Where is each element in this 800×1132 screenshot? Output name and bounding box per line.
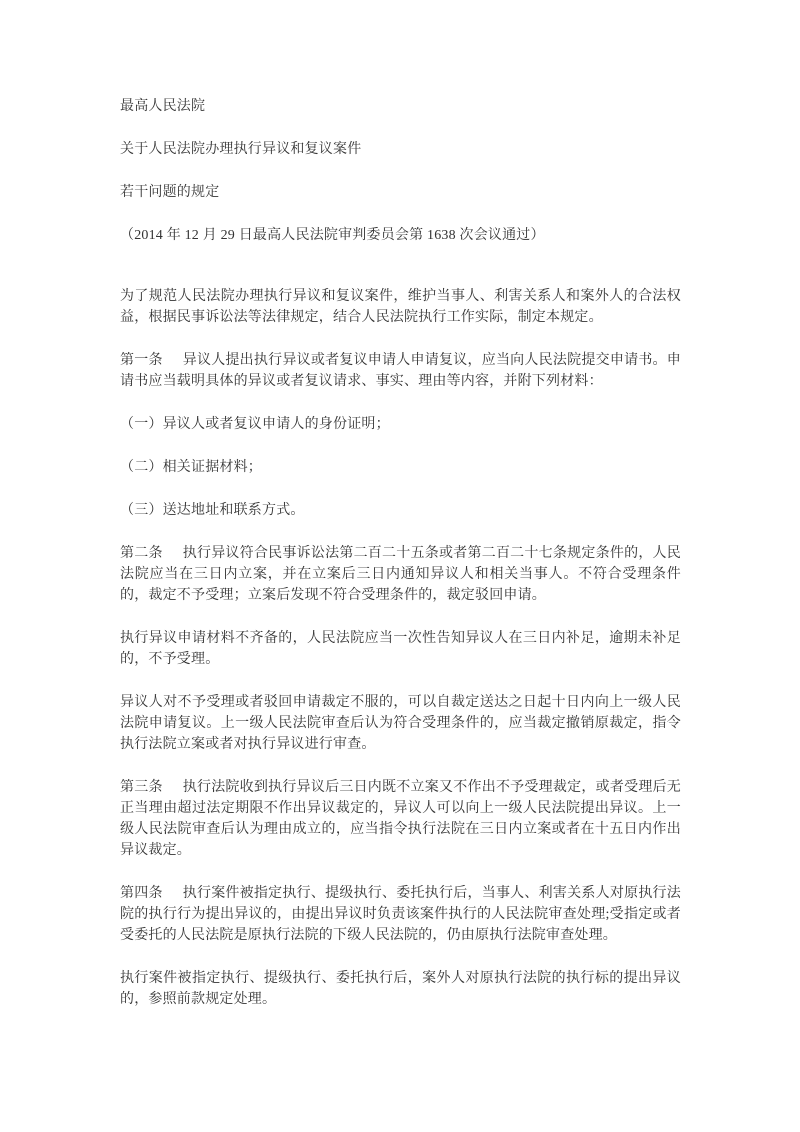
article-4-text: 执行案件被指定执行、提级执行、委托执行后，当事人、利害关系人对原执行法院的执行行为提出异议的，由提出异议时负责该案件执行的人民法院审查处理;受指定或者受委托的人民法院是原执行法院的下级人民法院的，仍由原执行法院审查处理。 — [120, 886, 681, 943]
doc-title-line-2: 关于人民法院办理执行异议和复议案件 — [120, 142, 362, 157]
article-1-paragraph — [120, 350, 681, 392]
list-item-2: （二）相关证据材料； — [120, 460, 262, 475]
article-4-number: 第四条 — [120, 886, 163, 901]
article-2-number: 第二条 — [120, 546, 163, 561]
article-2-paragraph — [120, 543, 681, 606]
article-2-supplement-2: 异议人对不予受理或者驳回申请裁定不服的，可以自裁定送达之日起十日内向上一级人民法院申请复议。上一级人民法院审查后认为符合受理条件的，应当裁定撤销原裁定，指令执行法院立案或者对执行异议进行审查。 — [120, 695, 681, 752]
article-1-text: 异议人提出执行异议或者复议申请人申请复议，应当向人民法院提交申请书。申请书应当载明具体的异议或者复议请求、事实、理由等内容，并附下列材料： — [120, 353, 681, 389]
adoption-note: （2014 年 12 月 29 日最高人民法院审判委员会第 1638 次会议通过） — [120, 228, 545, 243]
list-item-1: （一）异议人或者复议申请人的身份证明； — [120, 417, 390, 432]
article-1-number: 第一条 — [120, 353, 163, 368]
intro-paragraph: 为了规范人民法院办理执行异议和复议案件，维护当事人、利害关系人和案外人的合法权益，根据民事诉讼法等法律规定，结合人民法院执行工作实际，制定本规定。 — [120, 289, 681, 325]
article-3-number: 第三条 — [120, 780, 163, 795]
list-item-3: （三）送达地址和联系方式。 — [120, 503, 305, 518]
doc-title-line-3: 若干问题的规定 — [120, 185, 220, 200]
article-4-supplement: 执行案件被指定执行、提级执行、委托执行后，案外人对原执行法院的执行标的提出异议的，参照前款规定处理。 — [120, 971, 681, 1007]
article-3-text: 执行法院收到执行异议后三日内既不立案又不作出不予受理裁定，或者受理后无正当理由超过法定期限不作出异议裁定的，异议人可以向上一级人民法院提出异议。上一级人民法院审查后认为理由成立的，应当指令执行法院在三日内立案或者在十五日内作出异议裁定。 — [120, 780, 681, 858]
doc-title-line-1: 最高人民法院 — [120, 99, 206, 114]
article-4-paragraph — [120, 883, 681, 946]
article-3-paragraph — [120, 777, 681, 861]
article-2-text: 执行异议符合民事诉讼法第二百二十五条或者第二百二十七条规定条件的，人民法院应当在三日内立案，并在立案后三日内通知异议人和相关当事人。不符合受理条件的，裁定不予受理；立案后发现不符合受理条件的，裁定驳回申请。 — [120, 546, 681, 603]
article-2-supplement-1: 执行异议申请材料不齐备的，人民法院应当一次性告知异议人在三日内补足，逾期未补足的，不予受理。 — [120, 631, 681, 667]
